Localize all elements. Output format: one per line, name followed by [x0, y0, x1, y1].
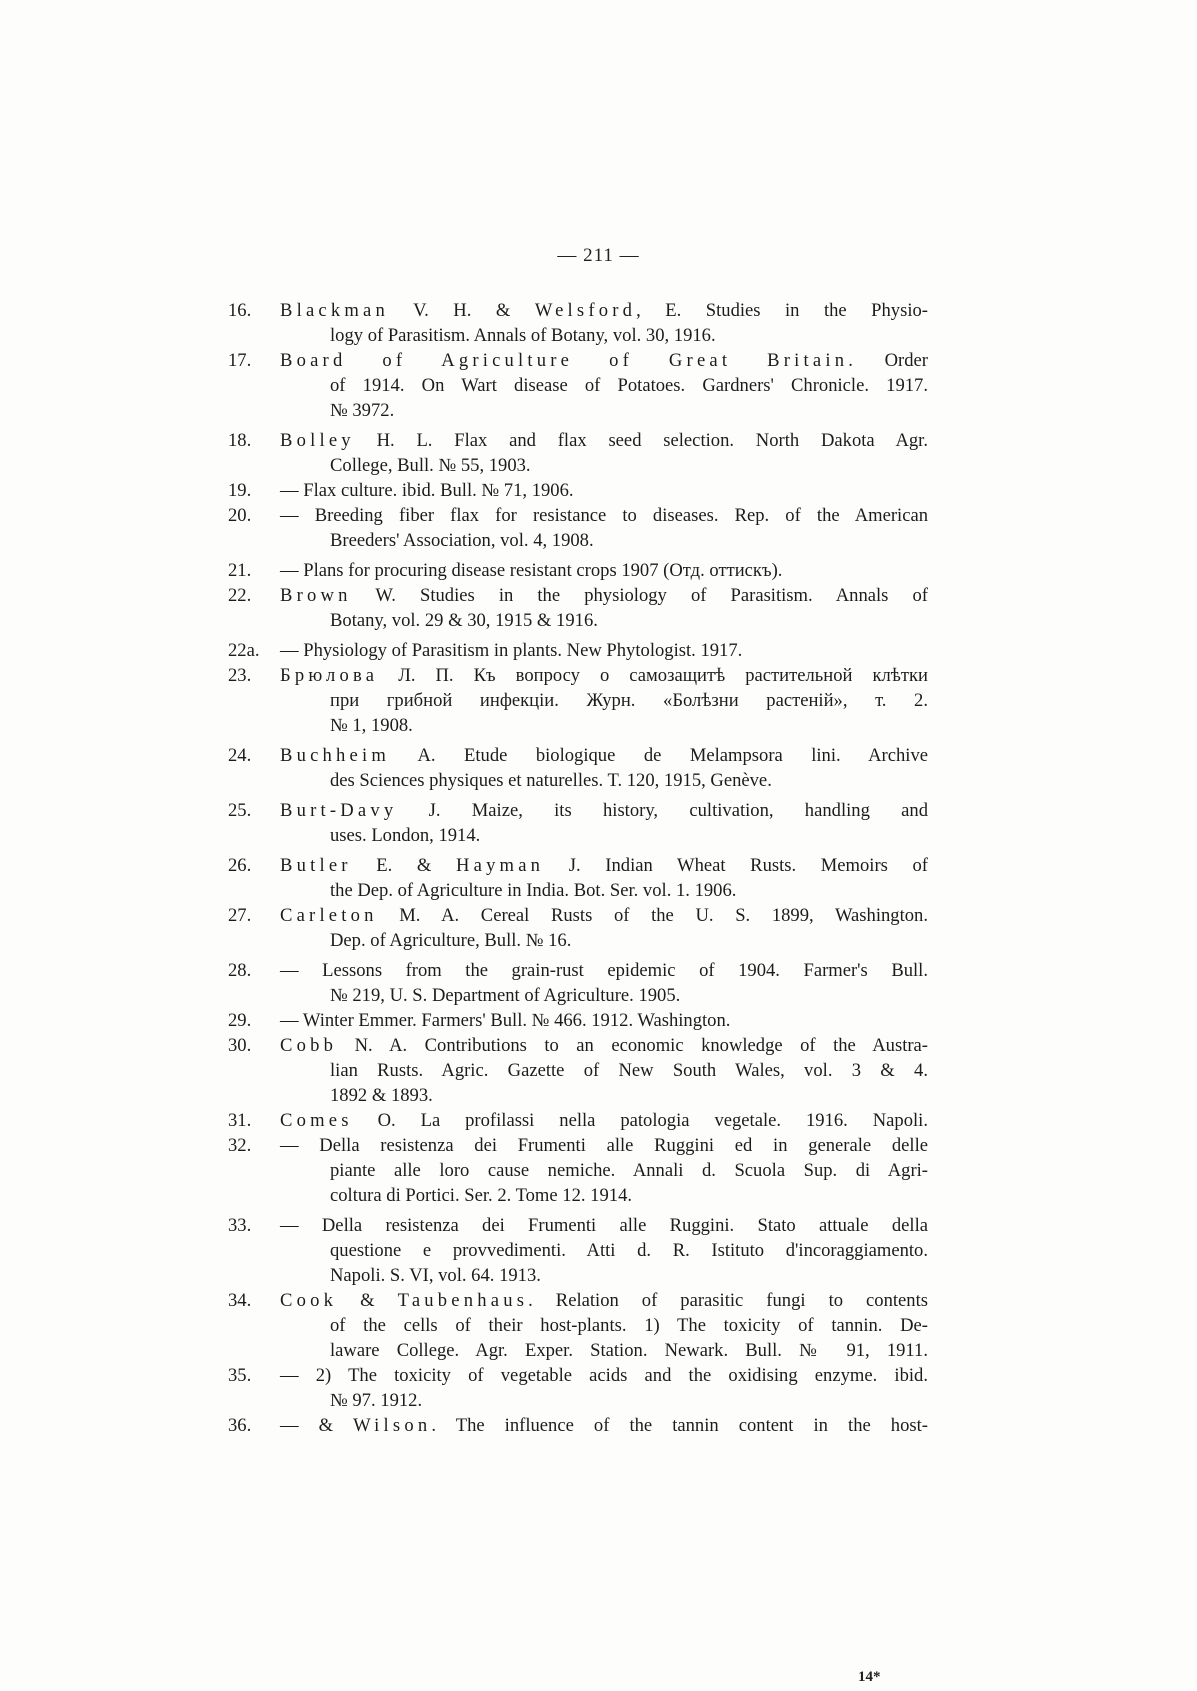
- reference-entry: [228, 428, 928, 478]
- reference-text: [280, 1008, 928, 1033]
- reference-fragment: — &: [280, 1415, 354, 1436]
- reference-fragment: logy of Parasitism. Annals of Botany, vol. 30, 1916.: [330, 325, 716, 346]
- reference-text: [280, 1413, 928, 1438]
- reference-text: [280, 1133, 928, 1208]
- reference-text: [280, 1033, 928, 1108]
- reference-fragment: M. A. Cereal Rusts of the U. S. 1899, Washington.: [377, 905, 928, 926]
- reference-line: [280, 713, 928, 738]
- reference-fragment: Л. П. Къ вопросу о самозащитѣ растительной клѣтки: [378, 665, 928, 686]
- reference-text: [280, 1288, 928, 1363]
- page-number: — 211 —: [557, 245, 640, 266]
- author-name: Брюлова: [280, 665, 379, 686]
- reference-line: [280, 958, 928, 983]
- reference-entry: [228, 638, 928, 663]
- reference-line: [280, 1288, 928, 1313]
- author-name: Buchheim: [280, 745, 391, 766]
- reference-fragment: V. H. &: [388, 300, 535, 321]
- author-name: Butler: [280, 855, 352, 876]
- reference-line: [280, 853, 928, 878]
- reference-text: [280, 1213, 928, 1288]
- reference-fragment: J. Maize, its history, cultivation, handling and: [397, 800, 928, 821]
- reference-entry: [228, 903, 928, 953]
- reference-number: 24.: [228, 745, 252, 766]
- reference-entry: [228, 743, 928, 793]
- reference-line: [280, 1313, 928, 1338]
- reference-fragment: questione e provvedimenti. Atti d. R. Istituto d'incoraggiamento.: [330, 1240, 928, 1261]
- reference-fragment: Dep. of Agriculture, Bull. № 16.: [330, 930, 572, 951]
- reference-number: 19.: [228, 480, 252, 501]
- reference-text: [280, 503, 928, 553]
- reference-entry: [228, 1288, 928, 1363]
- reference-fragment: — 2) The toxicity of vegetable acids and the oxidising enzyme. ibid.: [280, 1365, 928, 1386]
- reference-number: 31.: [228, 1110, 252, 1131]
- reference-entry: [228, 478, 928, 503]
- reference-number: 26.: [228, 855, 252, 876]
- reference-entry: [228, 798, 928, 848]
- reference-number: 21.: [228, 560, 252, 581]
- reference-line: [280, 373, 928, 398]
- reference-number: 36.: [228, 1415, 252, 1436]
- reference-line: [280, 878, 928, 903]
- reference-entry: [228, 663, 928, 738]
- reference-fragment: E. &: [351, 855, 456, 876]
- reference-line: [280, 823, 928, 848]
- reference-entry: [228, 583, 928, 633]
- reference-text: [280, 1363, 928, 1413]
- reference-number: 34.: [228, 1290, 252, 1311]
- reference-line: [280, 1388, 928, 1413]
- reference-fragment: N. A. Contributions to an economic knowledge of the Austra-: [337, 1035, 928, 1056]
- reference-fragment: A. Etude biologique de Melampsora lini. Archive: [390, 745, 928, 766]
- reference-line: [280, 348, 928, 373]
- reference-entry: [228, 853, 928, 903]
- signature-mark: 14*: [858, 1669, 881, 1685]
- reference-line: [280, 1008, 928, 1033]
- reference-number: 29.: [228, 1010, 252, 1031]
- reference-fragment: при грибной инфекціи. Журн. «Болѣзни растеній», т. 2.: [330, 690, 928, 711]
- reference-text: [280, 743, 928, 793]
- reference-number: 27.: [228, 905, 252, 926]
- author-name: Cobb: [280, 1035, 338, 1056]
- reference-number: 23.: [228, 665, 252, 686]
- reference-text: [280, 348, 928, 423]
- reference-number: 16.: [228, 300, 252, 321]
- reference-text: [280, 428, 928, 478]
- reference-line: [280, 478, 928, 503]
- reference-text: [280, 638, 928, 663]
- reference-fragment: piante alle loro cause nemiche. Annali d. Scuola Sup. di Agri-: [330, 1160, 928, 1181]
- reference-fragment: of 1914. On Wart disease of Potatoes. Gardners' Chronicle. 1917.: [330, 375, 928, 396]
- reference-fragment: — Della resistenza dei Frumenti alle Ruggini ed in generale delle: [280, 1135, 928, 1156]
- author-name: Bolley: [280, 430, 355, 451]
- reference-text: [280, 663, 928, 738]
- reference-line: [280, 1238, 928, 1263]
- reference-line: [280, 1183, 928, 1208]
- reference-line: [280, 663, 928, 688]
- reference-fragment: — Della resistenza dei Frumenti alle Ruggini. Stato attuale della: [280, 1215, 928, 1236]
- reference-text: [280, 798, 928, 848]
- reference-entry: [228, 1363, 928, 1413]
- reference-fragment: № 1, 1908.: [330, 715, 413, 736]
- reference-fragment: — Breeding fiber flax for resistance to diseases. Rep. of the American: [280, 505, 928, 526]
- reference-fragment: . Relation of parasitic fungi to contents: [528, 1290, 929, 1311]
- reference-fragment: Napoli. S. VI, vol. 64. 1913.: [330, 1265, 541, 1286]
- reference-fragment: College, Bull. № 55, 1903.: [330, 455, 531, 476]
- reference-fragment: № 97. 1912.: [330, 1390, 423, 1411]
- author-name: Carleton: [280, 905, 378, 926]
- reference-text: [280, 1108, 928, 1133]
- reference-entry: [228, 1008, 928, 1033]
- reference-fragment: of the cells of their host-plants. 1) The toxicity of tannin. De-: [330, 1315, 928, 1336]
- reference-line: [280, 1133, 928, 1158]
- reference-entry: [228, 503, 928, 553]
- reference-line: [280, 688, 928, 713]
- reference-number: 30.: [228, 1035, 252, 1056]
- reference-fragment: the Dep. of Agriculture in India. Bot. Ser. vol. 1. 1906.: [330, 880, 737, 901]
- reference-fragment: Botany, vol. 29 & 30, 1915 & 1916.: [330, 610, 598, 631]
- reference-line: [280, 528, 928, 553]
- reference-number: 17.: [228, 350, 252, 371]
- reference-entry: [228, 958, 928, 1008]
- reference-fragment: lian Rusts. Agric. Gazette of New South Wales, vol. 3 & 4.: [330, 1060, 928, 1081]
- reference-fragment: , E. Studies in the Physio-: [636, 300, 928, 321]
- reference-line: [280, 428, 928, 453]
- reference-line: [280, 583, 928, 608]
- author-name: Comes: [280, 1110, 353, 1131]
- reference-text: [280, 958, 928, 1008]
- reference-fragment: coltura di Portici. Ser. 2. Tome 12. 1914.: [330, 1185, 633, 1206]
- reference-text: [280, 903, 928, 953]
- reference-fragment: H. L. Flax and flax seed selection. North Dakota Agr.: [354, 430, 928, 451]
- reference-fragment: W. Studies in the physiology of Parasitism. Annals of: [351, 585, 928, 606]
- reference-line: [280, 638, 928, 663]
- reference-line: [280, 1213, 928, 1238]
- reference-line: [280, 1338, 928, 1363]
- reference-fragment: laware College. Agr. Exper. Station. Newark. Bull. № 91, 1911.: [330, 1340, 928, 1361]
- reference-line: [280, 453, 928, 478]
- reference-number: 22.: [228, 585, 252, 606]
- reference-line: [280, 558, 928, 583]
- reference-line: [280, 983, 928, 1008]
- reference-text: [280, 478, 928, 503]
- reference-line: [280, 1108, 928, 1133]
- reference-fragment: . The influence of the tannin content in the host-: [431, 1415, 928, 1436]
- reference-number: 28.: [228, 960, 252, 981]
- reference-number: 32.: [228, 1135, 252, 1156]
- author-name: Board of Agriculture of Great Britain: [280, 350, 849, 371]
- reference-text: [280, 298, 928, 348]
- reference-number: 20.: [228, 505, 252, 526]
- reference-line: [280, 1263, 928, 1288]
- reference-line: [280, 398, 928, 423]
- reference-line: [280, 1083, 928, 1108]
- author-name: Blackman: [280, 300, 389, 321]
- reference-number: 25.: [228, 800, 252, 821]
- reference-line: [280, 298, 928, 323]
- reference-fragment: № 219, U. S. Department of Agriculture. 1905.: [330, 985, 681, 1006]
- author-name: Brown: [280, 585, 352, 606]
- reference-line: [280, 1363, 928, 1388]
- reference-text: [280, 583, 928, 633]
- reference-line: [280, 608, 928, 633]
- reference-fragment: — Lessons from the grain-rust epidemic of 1904. Farmer's Bull.: [280, 960, 928, 981]
- reference-entry: [228, 1033, 928, 1108]
- reference-entry: [228, 298, 928, 348]
- reference-line: [280, 1058, 928, 1083]
- reference-entry: [228, 348, 928, 423]
- author-name: Taubenhaus: [397, 1290, 529, 1311]
- reference-fragment: — Plans for procuring disease resistant crops 1907 (Отд. оттискъ).: [280, 560, 783, 581]
- reference-fragment: — Flax culture. ibid. Bull. № 71, 1906.: [280, 480, 574, 501]
- reference-line: [280, 503, 928, 528]
- reference-line: [280, 1033, 928, 1058]
- reference-fragment: Breeders' Association, vol. 4, 1908.: [330, 530, 594, 551]
- reference-list: [228, 298, 928, 1438]
- author-name: Welsford: [534, 300, 637, 321]
- reference-fragment: — Winter Emmer. Farmers' Bull. № 466. 1912. Washington.: [280, 1010, 731, 1031]
- reference-number: 18.: [228, 430, 252, 451]
- reference-text: [280, 853, 928, 903]
- reference-entry: [228, 1133, 928, 1208]
- reference-line: [280, 798, 928, 823]
- reference-fragment: O. La profilassi nella patologia vegetale. 1916. Napoli.: [352, 1110, 928, 1131]
- reference-entry: [228, 558, 928, 583]
- reference-line: [280, 323, 928, 348]
- reference-fragment: J. Indian Wheat Rusts. Memoirs of: [544, 855, 928, 876]
- reference-text: [280, 558, 928, 583]
- reference-entry: [228, 1213, 928, 1288]
- reference-number: 35.: [228, 1365, 252, 1386]
- reference-fragment: № 3972.: [330, 400, 395, 421]
- reference-fragment: . Order: [848, 350, 928, 371]
- reference-fragment: &: [337, 1290, 398, 1311]
- reference-line: [280, 1158, 928, 1183]
- reference-fragment: des Sciences physiques et naturelles. T. 120, 1915, Genève.: [330, 770, 772, 791]
- reference-entry: [228, 1108, 928, 1133]
- reference-line: [280, 1413, 928, 1438]
- reference-fragment: uses. London, 1914.: [330, 825, 481, 846]
- reference-line: [280, 903, 928, 928]
- reference-line: [280, 768, 928, 793]
- reference-line: [280, 928, 928, 953]
- author-name: Burt-Davy: [280, 800, 398, 821]
- author-name: Hayman: [455, 855, 545, 876]
- reference-fragment: 1892 & 1893.: [330, 1085, 433, 1106]
- reference-number: 33.: [228, 1215, 252, 1236]
- reference-line: [280, 743, 928, 768]
- reference-number: 22a.: [228, 640, 260, 661]
- reference-fragment: — Physiology of Parasitism in plants. New Phytologist. 1917.: [280, 640, 743, 661]
- reference-entry: [228, 1413, 928, 1438]
- author-name: Cook: [280, 1290, 338, 1311]
- author-name: Wilson: [353, 1415, 432, 1436]
